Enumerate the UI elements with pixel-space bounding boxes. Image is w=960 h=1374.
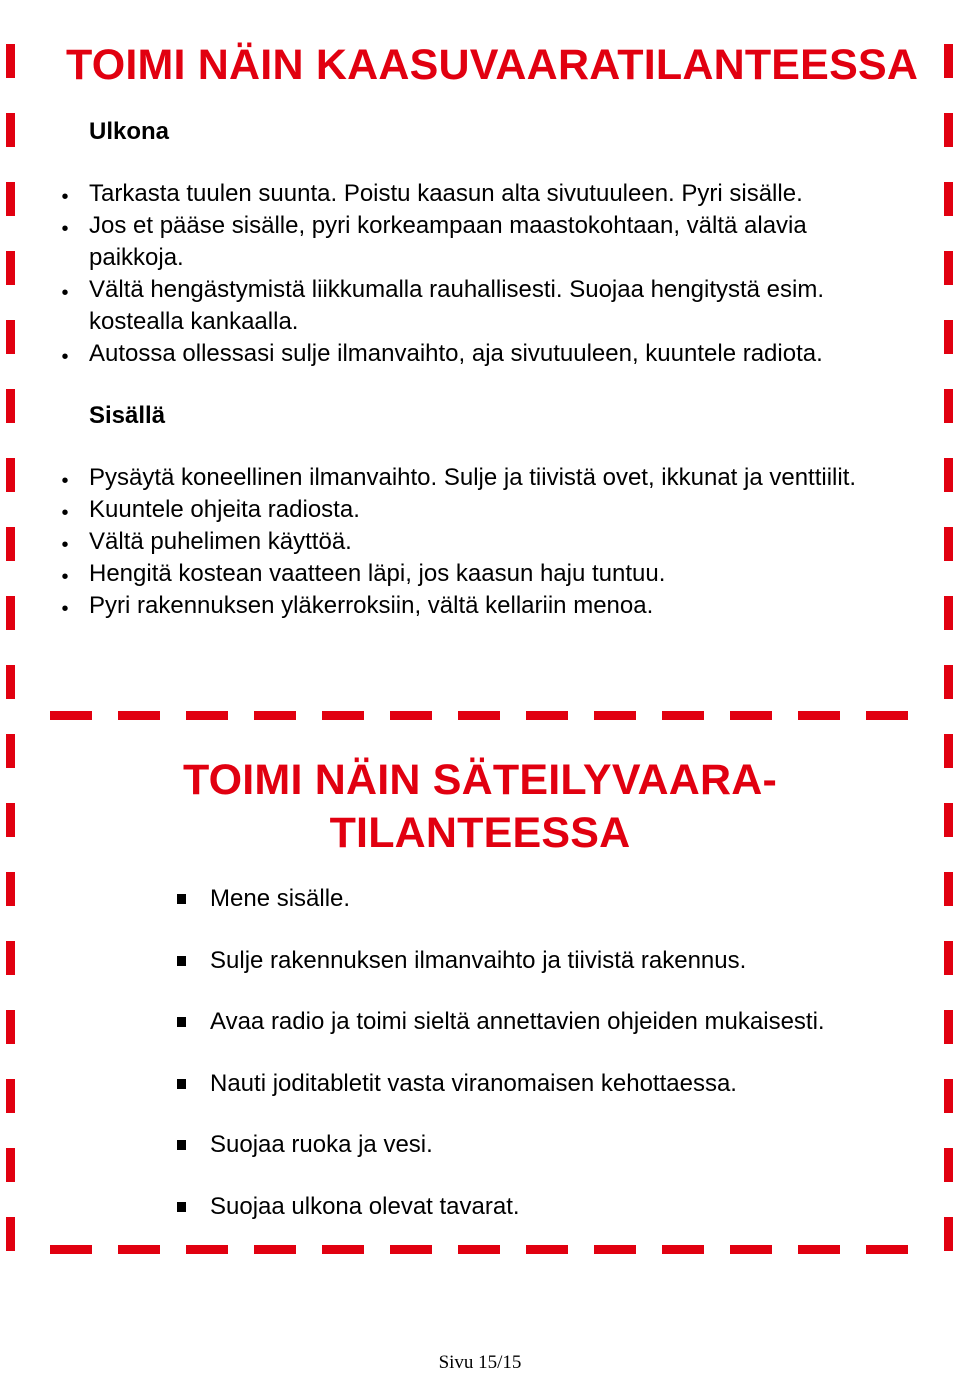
border-dash xyxy=(6,320,15,354)
border-dash xyxy=(458,711,500,720)
bullet-icon: • xyxy=(61,470,69,492)
border-dash xyxy=(6,596,15,630)
border-dash xyxy=(730,711,772,720)
border-dash xyxy=(944,803,953,837)
list-item: • Autossa ollessasi sulje ilmanvaihto, aja sivutuuleen, kuuntele radiota. xyxy=(89,338,909,370)
border-dash xyxy=(944,389,953,423)
list-item: • Kuuntele ohjeita radiosta. xyxy=(89,494,909,526)
title-line-2: TILANTEESSA xyxy=(329,809,631,857)
border-dash xyxy=(944,458,953,492)
bullet-icon: • xyxy=(61,346,69,368)
square-bullet-icon xyxy=(177,1202,186,1212)
border-dash xyxy=(6,665,15,699)
list-item: • Tarkasta tuulen suunta. Poistu kaasun alta sivutuuleen. Pyri sisälle. xyxy=(89,178,909,210)
border-dash xyxy=(6,872,15,906)
list-item: Nauti joditabletit vasta viranomaisen kehottaessa. xyxy=(210,1068,930,1130)
border-dash xyxy=(186,711,228,720)
border-dash xyxy=(6,941,15,975)
list-item: Sulje rakennuksen ilmanvaihto ja tiivistä rakennus. xyxy=(210,945,930,1007)
border-dash xyxy=(6,1079,15,1113)
radiation-list xyxy=(210,883,930,1252)
list-item: Avaa radio ja toimi sieltä annettavien ohjeiden mukaisesti. xyxy=(210,1006,930,1068)
square-bullet-icon xyxy=(177,1140,186,1150)
border-dash xyxy=(6,44,15,78)
border-dash xyxy=(6,1010,15,1044)
title-line-1: TOIMI NÄIN SÄTEILYVAARA- xyxy=(182,756,778,804)
border-dash xyxy=(6,1217,15,1251)
border-dash xyxy=(50,711,92,720)
list-item: Suojaa ruoka ja vesi. xyxy=(210,1129,930,1191)
border-dash xyxy=(944,872,953,906)
list-item: • Vältä hengästymistä liikkumalla rauhallisesti. Suojaa hengitystä esim. kostealla kankaalla. xyxy=(89,274,869,338)
border-dash xyxy=(866,711,908,720)
bullet-icon: • xyxy=(61,534,69,556)
bullet-icon: • xyxy=(61,502,69,524)
outdoor-list xyxy=(61,178,909,370)
border-dash xyxy=(944,320,953,354)
list-item: • Vältä puhelimen käyttöä. xyxy=(89,526,909,558)
square-bullet-icon xyxy=(177,956,186,966)
border-dash xyxy=(594,711,636,720)
square-bullet-icon xyxy=(177,894,186,904)
border-dash xyxy=(798,711,840,720)
bullet-icon: • xyxy=(61,598,69,620)
list-item: • Hengitä kostean vaatteen läpi, jos kaasun haju tuntuu. xyxy=(89,558,909,590)
list-item: • Jos et pääse sisälle, pyri korkeampaan maastokohtaan, vältä alavia paikkoja. xyxy=(89,210,894,274)
bullet-icon: • xyxy=(61,282,69,304)
border-dash xyxy=(526,711,568,720)
border-dash xyxy=(944,665,953,699)
list-item: • Pyri rakennuksen yläkerroksiin, vältä kellariin menoa. xyxy=(89,590,909,622)
border-dash xyxy=(6,389,15,423)
border-dash xyxy=(944,1010,953,1044)
bullet-icon: • xyxy=(61,566,69,588)
border-dash xyxy=(6,251,15,285)
border-dash xyxy=(944,1079,953,1113)
border-dash xyxy=(944,527,953,561)
border-dash xyxy=(50,1245,92,1254)
border-dash xyxy=(6,113,15,147)
border-dash xyxy=(254,711,296,720)
border-dash xyxy=(662,711,704,720)
bullet-icon: • xyxy=(61,186,69,208)
border-dash xyxy=(6,803,15,837)
list-item: Suojaa ulkona olevat tavarat. xyxy=(210,1191,930,1253)
list-item: Mene sisälle. xyxy=(210,883,930,945)
square-bullet-icon xyxy=(177,1079,186,1089)
border-dash xyxy=(944,251,953,285)
border-dash xyxy=(6,182,15,216)
border-dash xyxy=(6,734,15,768)
border-dash xyxy=(944,1148,953,1182)
border-dash xyxy=(118,1245,160,1254)
border-dash xyxy=(944,596,953,630)
border-dash xyxy=(118,711,160,720)
border-dash xyxy=(944,44,953,78)
gas-section-title: TOIMI NÄIN KAASUVAARATILANTEESSA xyxy=(66,41,919,89)
border-dash xyxy=(944,1217,953,1251)
border-dash xyxy=(6,527,15,561)
bullet-icon: • xyxy=(61,218,69,240)
indoor-list xyxy=(61,462,909,622)
border-dash xyxy=(6,1148,15,1182)
border-dash xyxy=(944,113,953,147)
outdoor-heading: Ulkona xyxy=(89,118,170,145)
border-dash xyxy=(390,711,432,720)
border-dash xyxy=(944,734,953,768)
square-bullet-icon xyxy=(177,1017,186,1027)
border-dash xyxy=(322,711,364,720)
indoor-heading: Sisällä xyxy=(89,402,166,429)
border-dash xyxy=(6,458,15,492)
page-number: Sivu 15/15 xyxy=(438,1352,522,1373)
border-dash xyxy=(944,182,953,216)
border-dash xyxy=(944,941,953,975)
list-item: • Pysäytä koneellinen ilmanvaihto. Sulje ja tiivistä ovet, ikkunat ja venttiilit. xyxy=(89,462,859,494)
radiation-section-title xyxy=(120,754,840,860)
